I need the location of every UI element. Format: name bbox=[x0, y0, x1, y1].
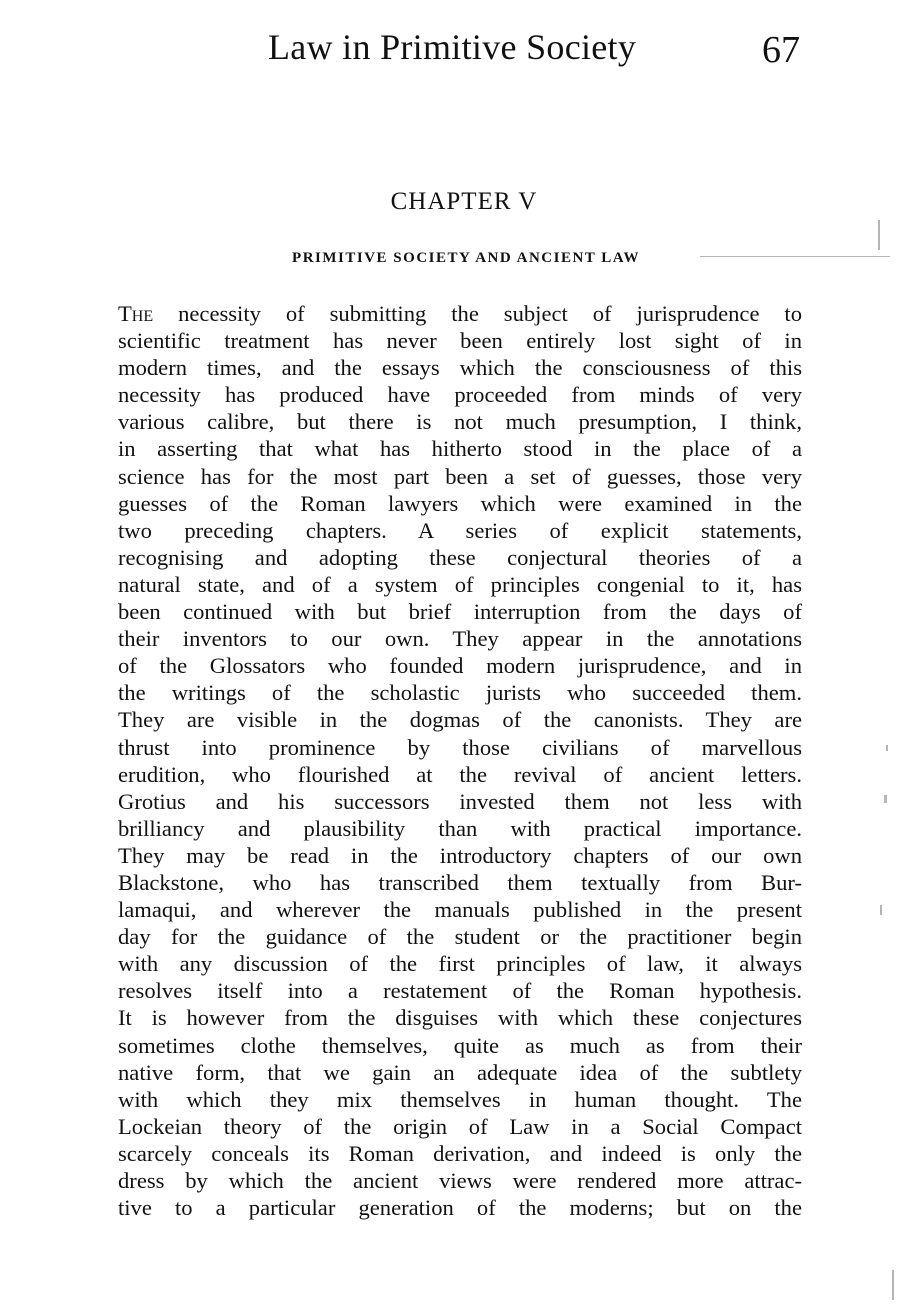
text-line bbox=[118, 1140, 802, 1167]
text-line bbox=[118, 652, 802, 679]
text-line bbox=[118, 300, 802, 327]
text-line bbox=[118, 544, 802, 571]
text-line bbox=[118, 788, 802, 815]
text-line-content: necessity has produced have proceeded from minds of very bbox=[118, 382, 802, 408]
text-line-content: recognising and adopting these conjectural theories of a bbox=[118, 544, 802, 570]
text-line-content: scientific treatment has never been entirely lost sight of in bbox=[118, 328, 802, 354]
text-line-content: brilliancy and plausibility than with practical importance. bbox=[118, 815, 802, 841]
text-line bbox=[118, 1086, 802, 1113]
text-line bbox=[118, 408, 802, 435]
text-line-content: two preceding chapters. A series of explicit statements, bbox=[118, 517, 802, 543]
text-line bbox=[118, 571, 802, 598]
text-line bbox=[118, 463, 802, 490]
text-line bbox=[118, 815, 802, 842]
running-title: Law in Primitive Society bbox=[268, 27, 637, 67]
text-line bbox=[118, 896, 802, 923]
text-line-content: modern times, and the essays which the consciousness of this bbox=[118, 355, 802, 381]
text-line bbox=[118, 1032, 802, 1059]
body-text bbox=[118, 300, 802, 1221]
text-line bbox=[118, 869, 802, 896]
text-line-content: native form, that we gain an adequate idea of the subtlety bbox=[118, 1059, 802, 1085]
text-line bbox=[118, 517, 802, 544]
text-line-content: of the Glossators who founded modern jurisprudence, and in bbox=[118, 653, 802, 679]
text-line bbox=[118, 435, 802, 462]
text-line-content: dress by which the ancient views were rendered more attrac- bbox=[118, 1168, 802, 1193]
chapter-heading: CHAPTER V bbox=[390, 188, 538, 215]
text-line bbox=[118, 381, 802, 408]
text-line bbox=[118, 598, 802, 625]
text-line bbox=[118, 977, 802, 1004]
page-number: 67 bbox=[762, 29, 800, 71]
text-line-content: natural state, and of a system of principles congenial to it, has bbox=[118, 571, 802, 597]
text-line-content: science has for the most part been a set of guesses, those very bbox=[118, 463, 802, 489]
text-line-content: resolves itself into a restatement of the Roman hypothesis. bbox=[118, 978, 802, 1004]
text-line-content: Lockeian theory of the origin of Law in a Social Compact bbox=[118, 1113, 802, 1139]
running-head bbox=[0, 22, 900, 74]
text-line-content: with which they mix themselves in human thought. The bbox=[118, 1086, 802, 1112]
text-line-content: thrust into prominence by those civilians of marvellous bbox=[118, 734, 802, 760]
text-line bbox=[118, 327, 802, 354]
chapter-subtitle: PRIMITIVE SOCIETY AND ANCIENT LAW bbox=[292, 250, 640, 266]
text-line-content: guesses of the Roman lawyers which were examined in the bbox=[118, 490, 802, 516]
text-line-content: day for the guidance of the student or the practitioner begin bbox=[118, 924, 802, 950]
opening-word: The bbox=[118, 301, 154, 326]
text-line-content: their inventors to our own. They appear in the annotations bbox=[118, 626, 802, 652]
text-line bbox=[118, 842, 802, 869]
text-line bbox=[118, 490, 802, 517]
text-line-content: erudition, who flourished at the revival of ancient letters. bbox=[118, 761, 802, 787]
text-line bbox=[118, 734, 802, 761]
text-line-content: They are visible in the dogmas of the canonists. They are bbox=[118, 707, 802, 733]
text-line-content: scarcely conceals its Roman derivation, and indeed is only the bbox=[118, 1140, 802, 1166]
text-line bbox=[118, 679, 802, 706]
text-line bbox=[118, 625, 802, 652]
text-line bbox=[118, 761, 802, 788]
text-line-content: They may be read in the introductory chapters of our own bbox=[118, 842, 802, 868]
text-line-content: tive to a particular generation of the moderns; but on the bbox=[118, 1195, 802, 1221]
text-line bbox=[118, 923, 802, 950]
text-line bbox=[118, 706, 802, 733]
text-line-content: Blackstone, who has transcribed them textually from Bur- bbox=[118, 869, 802, 895]
text-line bbox=[118, 1167, 802, 1194]
text-line bbox=[118, 1059, 802, 1086]
text-line-content: Grotius and his successors invested them not less with bbox=[118, 788, 802, 814]
text-line bbox=[118, 1194, 802, 1221]
text-line-content: in asserting that what has hitherto stood in the place of a bbox=[118, 436, 802, 462]
text-line-content: sometimes clothe themselves, quite as much as from their bbox=[118, 1032, 802, 1058]
text-line bbox=[118, 1004, 802, 1031]
text-line-content: been continued with but brief interruption from the days of bbox=[118, 599, 802, 625]
text-line-content: the writings of the scholastic jurists who succeeded them. bbox=[118, 680, 802, 706]
text-line bbox=[118, 354, 802, 381]
text-line-content: necessity of submitting the subject of jurisprudence to bbox=[153, 301, 802, 326]
text-line bbox=[118, 1113, 802, 1140]
text-line-content: It is however from the disguises with which these conjectures bbox=[118, 1005, 802, 1031]
text-line bbox=[118, 950, 802, 977]
text-line-content: lamaqui, and wherever the manuals published in the present bbox=[118, 897, 802, 923]
text-line-content: with any discussion of the first principles of law, it always bbox=[118, 951, 802, 977]
text-line-content: various calibre, but there is not much presumption, I think, bbox=[118, 409, 802, 435]
